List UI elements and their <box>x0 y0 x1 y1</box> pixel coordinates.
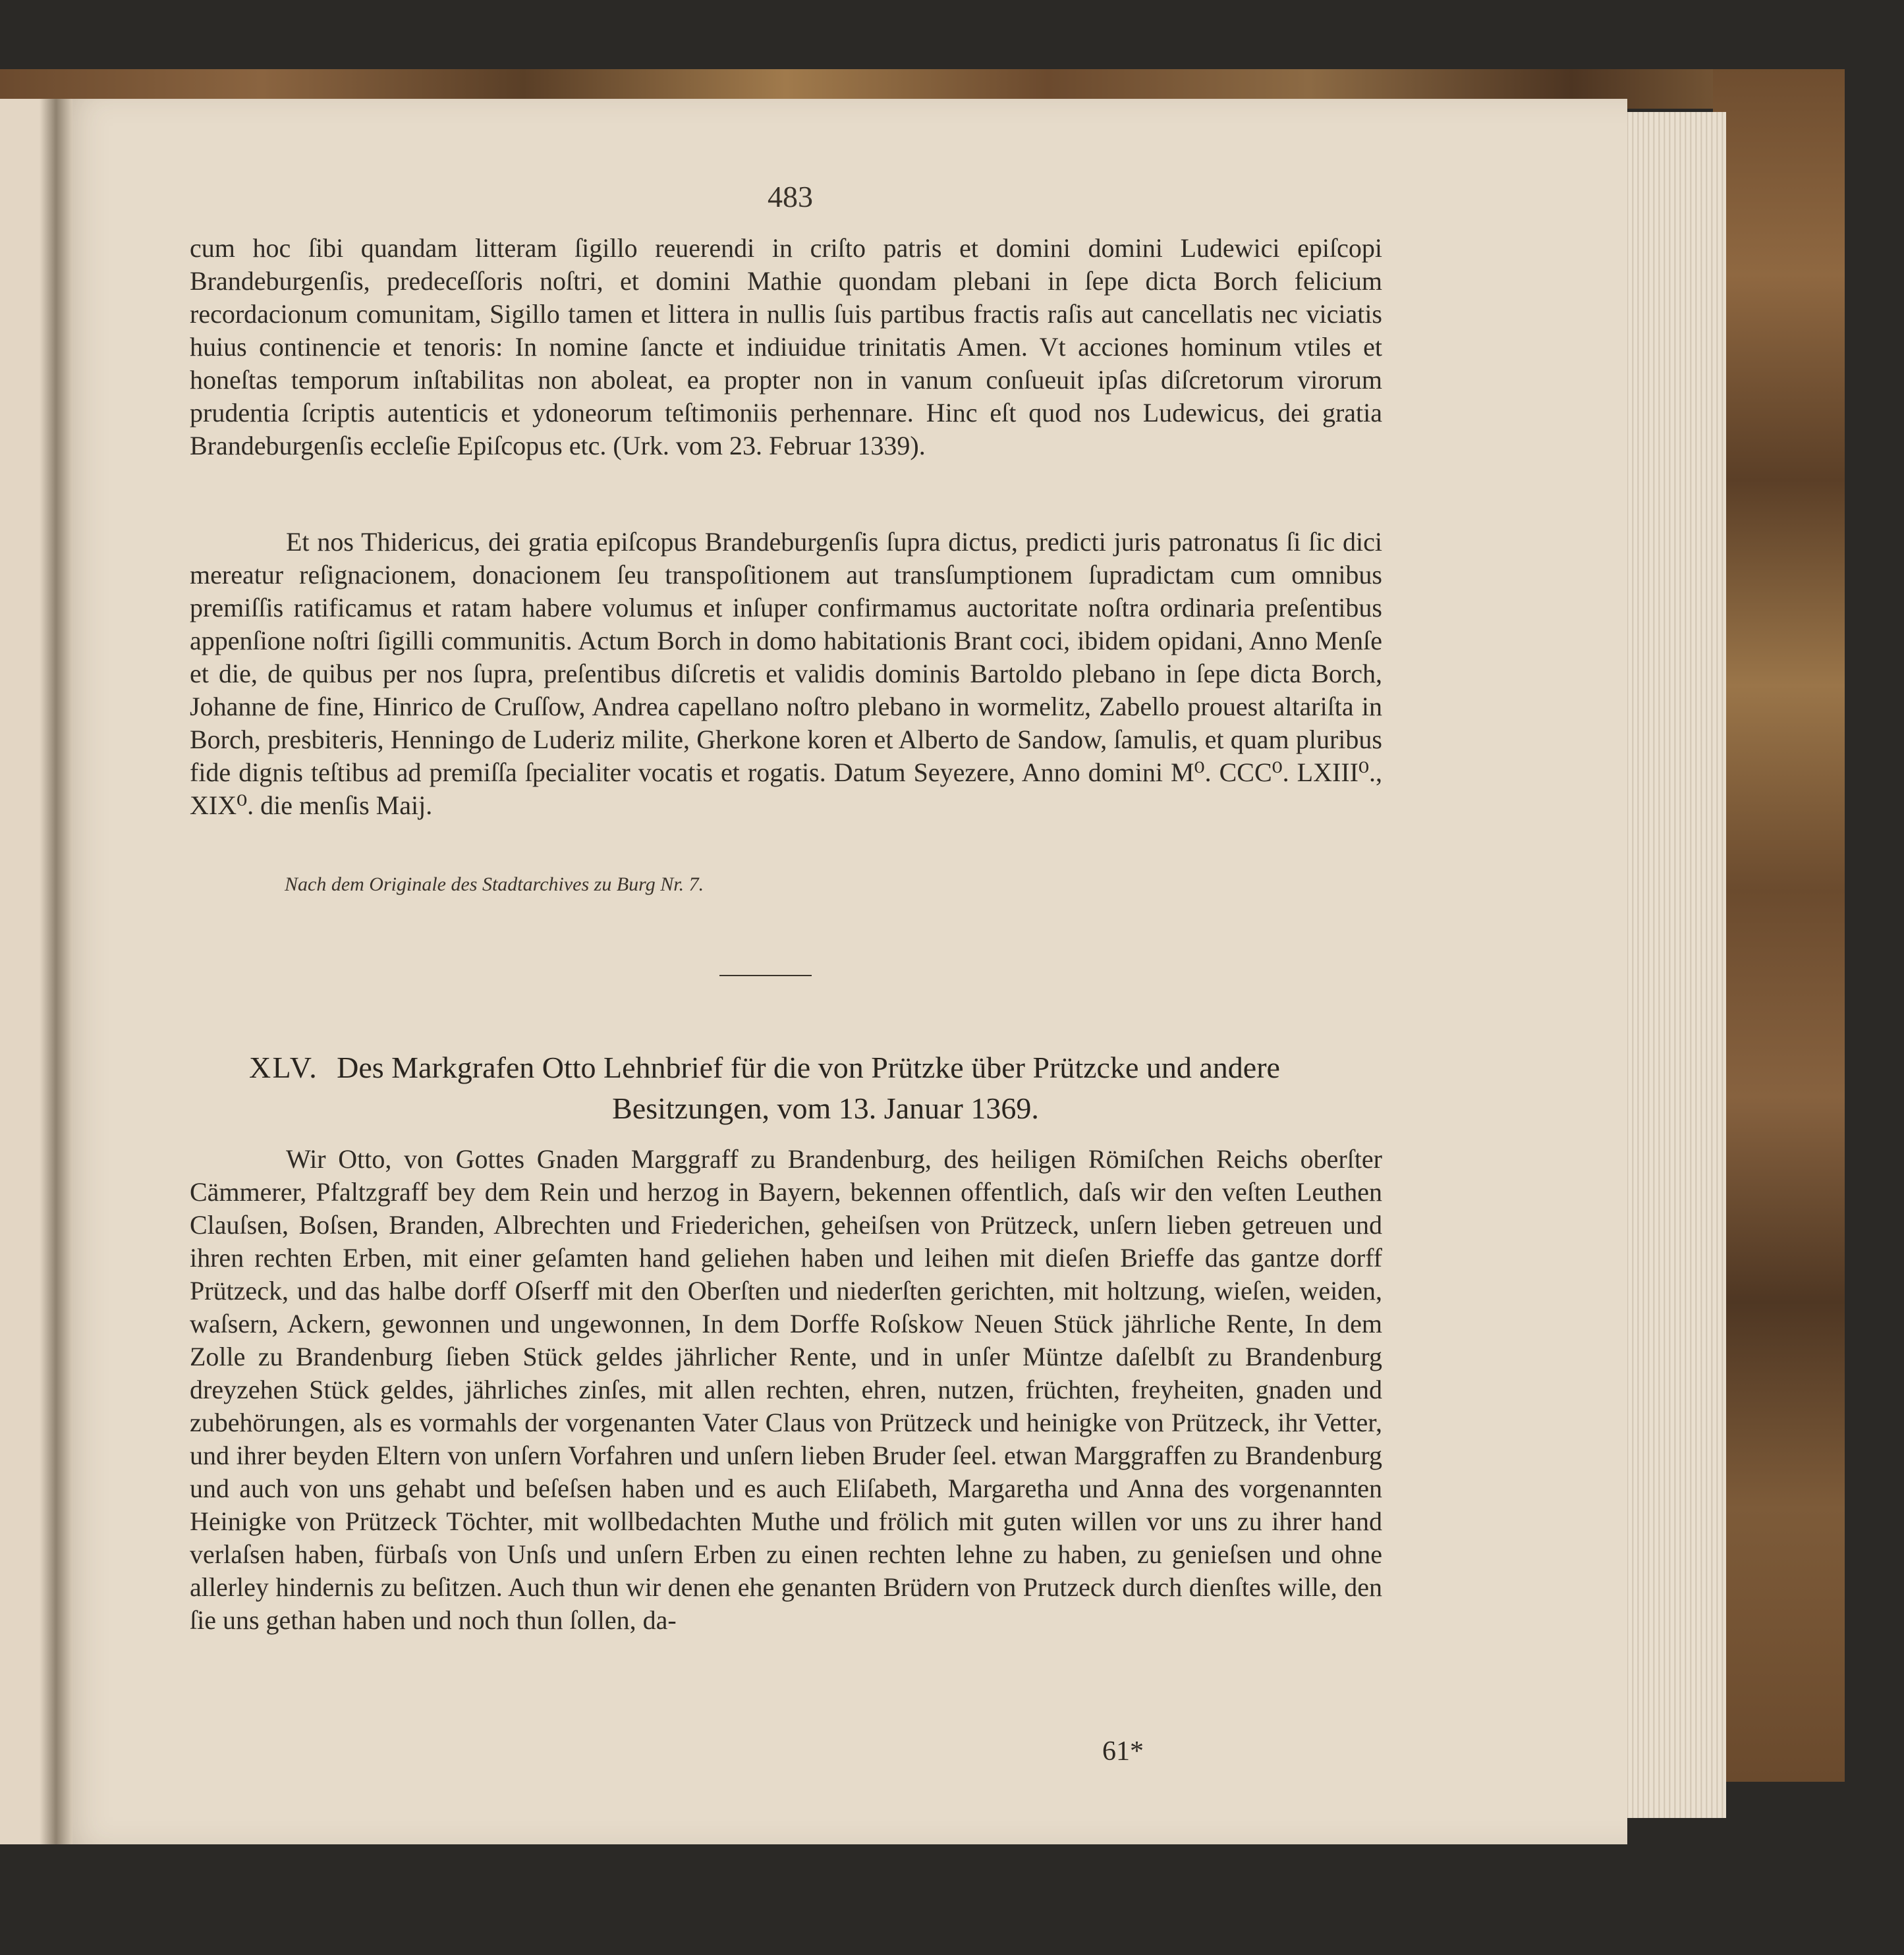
marbled-cover-right <box>1713 69 1845 1782</box>
source-note: Nach dem Originale des Stadtarchives zu Burg Nr. 7. <box>285 873 704 895</box>
page-number: 483 <box>768 180 813 213</box>
book-gutter <box>40 99 72 1844</box>
heading-title-line1: Des Markgrafen Otto Lehnbrief für die von Prützke über Prützcke und andere <box>337 1051 1280 1084</box>
latin-paragraph-2: Et nos Thidericus, dei gratia epiſcopus Brandeburgenſis ſupra dictus, predicti juris patronatus ſi ſic dici mereatur reſignacionem, donacionem ſeu transpoſitionem aut transſumptionem ſupradictam cum omnibus premiſſis ratificamus et ratam habere volumus et inſuper confirmamus auctoritate noſtra ordinaria preſentibus appenſione noſtri ſigilli communitis. Actum Borch in domo habitationis Brant coci, ibidem opidani, Anno Menſe et die, de quibus per nos ſupra, preſentibus diſcretis et validis dominis Bartoldo plebano in ſepe dicta Borch, Johanne de fine, Hinrico de Cruſſow, Andrea capellano noſtro plebano in wormelitz, Zabello prouest altariſta in Borch, presbiteris, Henningo de Luderiz milite, Gherkone koren et Alberto de Sandow, ſamulis, et quam pluribus fide dignis teſtibus ad premiſſa ſpecialiter vocatis et rogatis. Datum Seyezere, Anno domini M⁰. CCC⁰. LXIII⁰., XIX⁰. die menſis Maij. <box>190 527 1382 820</box>
document-heading <box>249 1047 1330 1129</box>
heading-number: XLV. <box>249 1051 319 1084</box>
latin-paragraph-1: cum hoc ſibi quandam litteram ſigillo reuerendi in criſto patris et domini domini Ludewici epiſcopi Brandeburgenſis, predeceſſoris noſtri, et domini Mathie quondam plebani in ſepe dicta Borch felicium recordacionum comunitam, Sigillo tamen et littera in nullis ſuis partibus fractis raſis aut cancellatis nec viciatis huius continencie et tenoris: In nomine ſancte et indiuidue trinitatis Amen. Vt acciones hominum vtiles et honeſtas temporum inſtabilitas non aboleat, ea propter non in vanum conſueuit ipſas diſcretorum virorum prudentia ſcriptis autenticis et ydoneorum teſtimoniis perhennare. Hinc eſt quod nos Ludewicus, dei gratia Brandeburgenſis eccleſie Epiſcopus etc. (Urk. vom 23. Februar 1339). <box>190 233 1382 460</box>
german-paragraph: Wir Otto, von Gottes Gnaden Marggraff zu Brandenburg, des heiligen Römiſchen Reichs oberſter Cämmerer, Pfaltzgraff bey dem Rein und herzog in Bayern, bekennen offentlich, daſs wir den veſten Leuthen Clauſsen, Boſsen, Branden, Albrechten und Friederichen, geheiſsen von Prützeck, unſern lieben getreuen und ihren rechten Erben, mit einer geſamten hand geliehen haben und leihen mit dieſen Brieffe das gantze dorff Prützeck, und das halbe dorff Oſserff mit den Oberſten und niederſten gerichten, mit holtzung, wieſen, weiden, waſsern, Ackern, gewonnen und ungewonnen, In dem Dorffe Roſskow Neuen Stück jährliche Rente, In dem Zolle zu Brandenburg ſieben Stück geldes jährlicher Rente, und in unſer Müntze daſelbſt zu Brandenburg dreyzehen Stück geldes, jährliches zinſes, mit allen rechten, ehren, nutzen, früchten, freyheiten, gnaden und zubehörungen, als es vormahls der vorgenanten Vater Claus von Prützeck und heinigke von Prützeck, ihr Vetter, und ihrer beyden Eltern von unſern Vorfahren und unſern lieben Bruder ſeel. etwan Marggraffen zu Brandenburg und auch von uns gehabt und beſeſsen haben und es auch Eliſabeth, Margaretha und Anna des vorgenannten Heinigke von Prützeck Töchter, mit wollbedachten Muthe und frölich mit guten willen vor uns zu ihrer hand verlaſsen haben, fürbaſs von Unſs und unſern Erben zu einen rechten lehne zu haben, zu genieſsen und ohne allerley hindernis zu beſitzen. Auch thun wir denen ehe genanten Brüdern von Prutzeck durch dienſtes wille, den ſie uns gethan haben und noch thun ſollen, da- <box>190 1144 1382 1635</box>
heading-title-line2: Besitzungen, vom 13. Januar 1369. <box>612 1091 1039 1125</box>
section-divider <box>719 975 812 976</box>
signature-mark: 61* <box>1102 1736 1144 1767</box>
